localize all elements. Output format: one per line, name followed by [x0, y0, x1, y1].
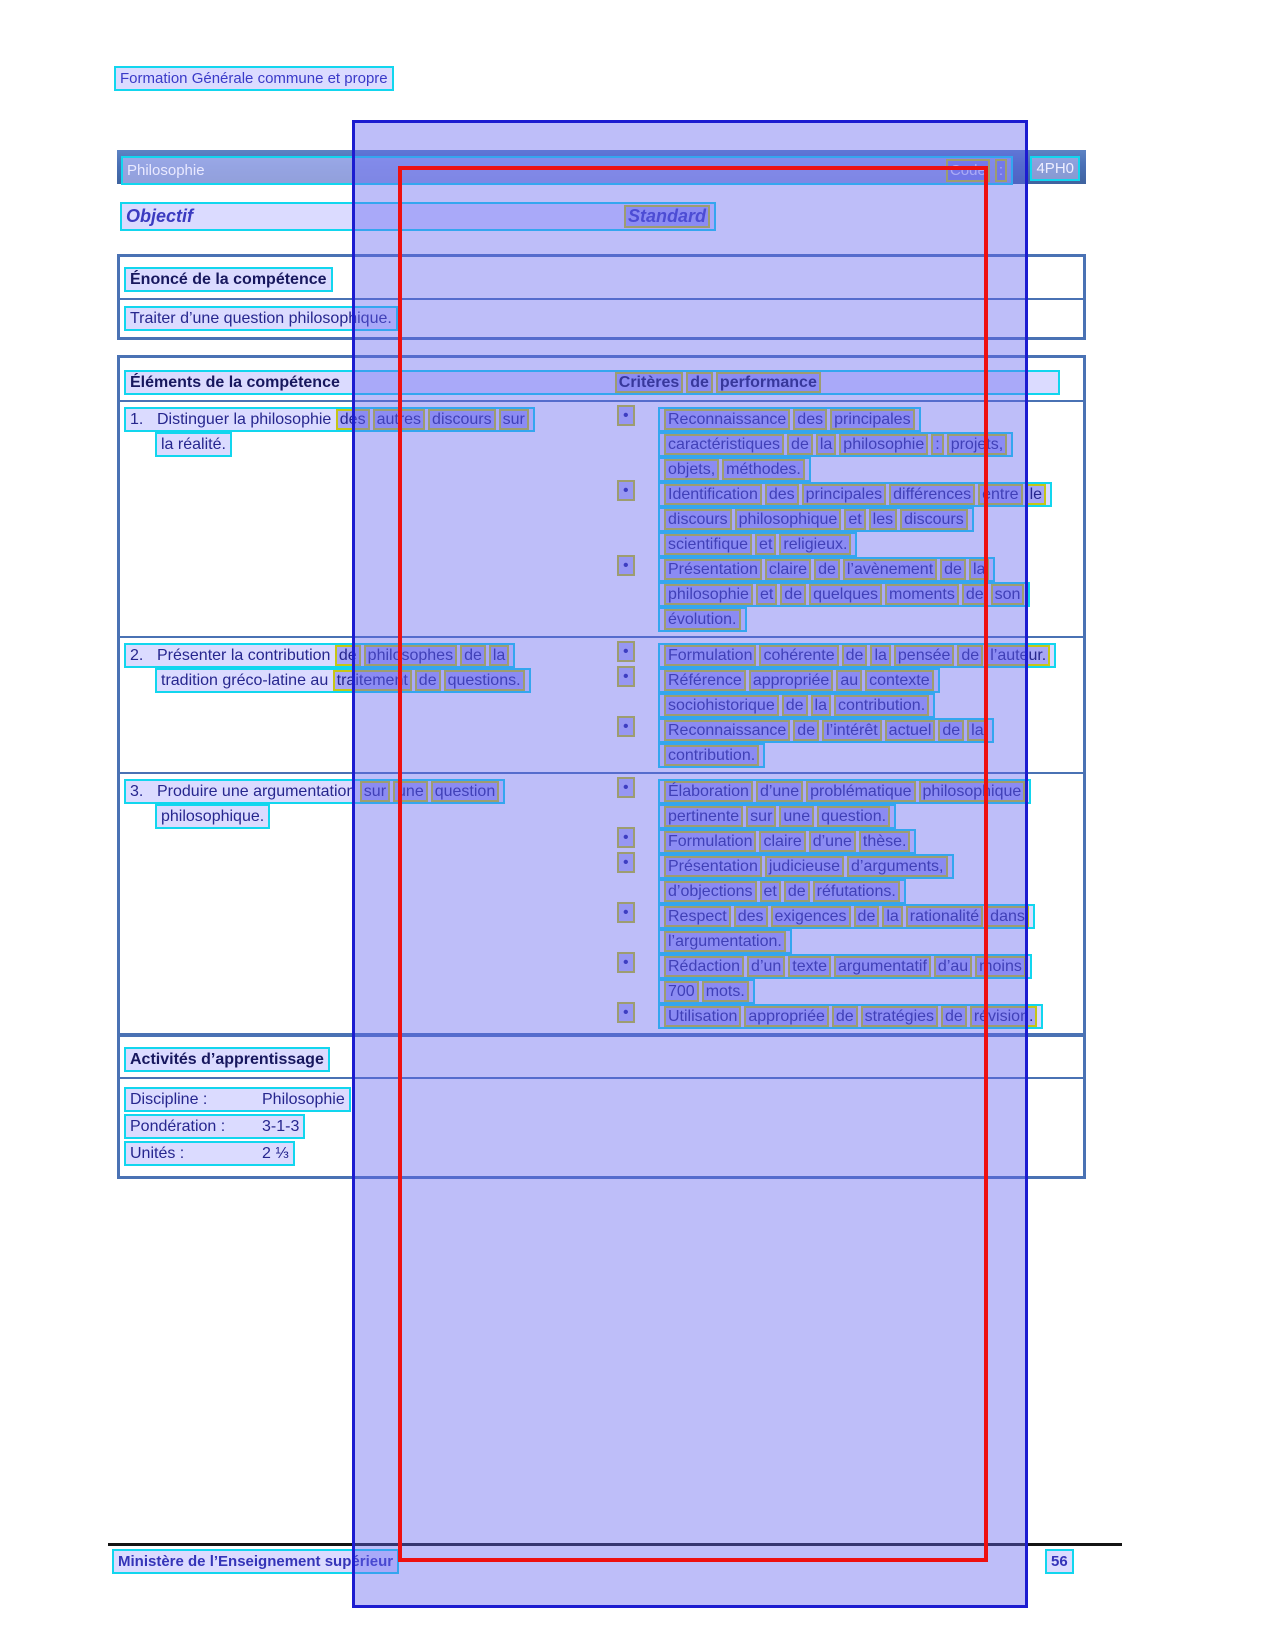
ocr-word-box: performance	[716, 372, 821, 393]
ocr-line-highlight	[658, 779, 1031, 804]
ocr-line-highlight	[658, 432, 1013, 457]
criterion-line	[617, 929, 1083, 954]
ocr-word-box: et	[760, 881, 781, 902]
bullet-icon: •	[617, 716, 635, 737]
bullet-icon: •	[617, 952, 635, 973]
activity-row	[124, 1141, 1083, 1168]
activities-header-row	[120, 1037, 1083, 1079]
ocr-word-box: thèse.	[859, 831, 911, 852]
ocr-word-box: d’une	[756, 781, 803, 802]
bullet-icon: •	[617, 555, 635, 576]
ocr-line-highlight	[658, 582, 1030, 607]
ocr-word-box: contexte	[865, 670, 933, 691]
bullet-cell	[617, 668, 658, 686]
ocr-line-highlight	[658, 507, 974, 532]
activity-label: Pondération :	[130, 1118, 226, 1135]
ocr-word-box: cohérente	[759, 645, 838, 666]
element-line	[155, 432, 610, 457]
criterion-line	[617, 557, 1083, 582]
ocr-word-box: l’auteur.	[986, 645, 1050, 666]
ocr-word-box: principales	[802, 484, 886, 505]
bullet-icon: •	[617, 852, 635, 873]
ocr-word-box: d’un	[747, 956, 785, 977]
ocr-word-box: objets,	[664, 459, 719, 480]
activity-label: Discipline :	[130, 1091, 208, 1108]
bullet-cell	[617, 854, 658, 872]
ocr-word-box: de	[940, 559, 966, 580]
ocr-line-highlight: tradition gréco-latine au traitement de questions.	[155, 668, 531, 693]
code-label: Code	[946, 159, 990, 182]
ocr-line-highlight	[658, 457, 811, 482]
competence-row	[120, 772, 1083, 1033]
footer-rule	[108, 1543, 1122, 1546]
bullet-icon: •	[617, 641, 635, 662]
ocr-word-box: moins	[975, 956, 1026, 977]
item-number: 2.	[130, 647, 144, 664]
ocr-word-box: :	[931, 434, 943, 455]
ocr-word-box: appropriée	[744, 1006, 829, 1027]
bullet-cell	[617, 904, 658, 922]
criterion-line	[617, 668, 1083, 693]
ocr-word-box: philosophie	[839, 434, 928, 455]
ocr-word-box: de	[782, 695, 808, 716]
element-line	[124, 407, 610, 432]
ocr-word-box: réfutations.	[813, 881, 900, 902]
ocr-word-box: traitement	[333, 670, 412, 691]
ocr-word-box: et	[756, 584, 777, 605]
enonce-header: Énoncé de la compétence	[124, 267, 333, 292]
ocr-line-highlight	[658, 643, 1056, 668]
ocr-line-highlight: Ministère de l’Enseignement supérieur	[112, 1549, 399, 1574]
bullet-cell	[617, 718, 658, 736]
element-line	[155, 804, 610, 829]
ocr-word-box: et	[844, 509, 865, 530]
ocr-line-highlight	[658, 557, 995, 582]
activity-value: Philosophie	[262, 1091, 345, 1108]
activity-row	[124, 1087, 1083, 1114]
ocr-word-box: Critères	[615, 372, 683, 393]
ocr-word-box: la	[882, 906, 902, 927]
ocr-word-box: quelques	[809, 584, 882, 605]
bullet-icon: •	[617, 777, 635, 798]
ocr-word-box: pertinente	[664, 806, 743, 827]
item-number: 3.	[130, 783, 144, 800]
ocr-word-box: discours	[664, 509, 732, 530]
ocr-word-box: contribution.	[664, 745, 759, 766]
criterion-line	[617, 582, 1083, 607]
enonce-header-row	[120, 257, 1083, 300]
ocr-word-box: Formulation	[664, 645, 756, 666]
ocr-word-box: la	[816, 434, 836, 455]
ocr-word-box: d’une	[809, 831, 856, 852]
ocr-word-box: texte	[788, 956, 831, 977]
bullet-cell	[617, 829, 658, 847]
ocr-word-box: judicieuse	[765, 856, 844, 877]
ocr-word-box: moments	[885, 584, 959, 605]
top-label	[114, 66, 394, 91]
standard-heading: Standard	[624, 205, 710, 228]
criterion-line	[617, 743, 1083, 768]
ocr-word-box: questions.	[444, 670, 525, 691]
ocr-word-box: de	[957, 645, 983, 666]
element-line	[124, 779, 610, 804]
enonce-content: Traiter d’une question philosophique.	[124, 306, 398, 331]
ocr-word-box: de	[962, 584, 988, 605]
ocr-word-box: contribution.	[834, 695, 929, 716]
bullet-icon: •	[617, 480, 635, 501]
ocr-word-box: Référence	[664, 670, 746, 691]
element-line	[124, 643, 610, 668]
header-code-group	[946, 159, 1007, 182]
ocr-word-box: de	[793, 720, 819, 741]
ocr-word-box: évolution.	[664, 609, 741, 630]
ocr-word-box: autres	[373, 409, 425, 430]
bullet-icon: •	[617, 902, 635, 923]
criterion-line	[617, 432, 1083, 457]
objectif-standard-row	[117, 200, 1086, 232]
criterion-line	[617, 607, 1083, 632]
ocr-word-box: Utilisation	[664, 1006, 741, 1027]
ocr-line-highlight	[658, 718, 994, 743]
ocr-word-box: la	[870, 645, 890, 666]
ocr-word-box: projets,	[947, 434, 1007, 455]
ocr-word-box: 700	[664, 981, 699, 1002]
element-cell	[124, 643, 610, 693]
element-cell	[124, 407, 610, 457]
ocr-line-highlight	[658, 879, 906, 904]
ocr-word-box: l’intérêt	[822, 720, 882, 741]
ocr-word-box: philosophique	[735, 509, 842, 530]
competence-table-header	[120, 358, 1083, 400]
ocr-word-box: claire	[765, 559, 811, 580]
ocr-word-box: de	[787, 434, 813, 455]
ocr-word-box: de	[686, 372, 713, 393]
ocr-word-box: religieux.	[779, 534, 851, 555]
ocr-word-box: rationalité	[906, 906, 983, 927]
activity-row	[124, 1114, 1083, 1141]
ocr-word-box: caractéristiques	[664, 434, 784, 455]
ocr-word-box: la	[969, 559, 989, 580]
bullet-cell	[617, 557, 658, 575]
ocr-line-highlight	[658, 607, 747, 632]
activity-label: Unités :	[130, 1145, 185, 1162]
ocr-line-highlight	[658, 929, 792, 954]
ocr-line-highlight	[658, 1004, 1043, 1029]
ocr-word-box: Reconnaissance	[664, 409, 790, 430]
criterion-line	[617, 829, 1083, 854]
ocr-line-highlight	[658, 743, 765, 768]
page-number	[1045, 1549, 1074, 1574]
ocr-line-highlight	[658, 482, 1052, 507]
ocr-word-box: question.	[817, 806, 890, 827]
competence-row	[120, 400, 1083, 636]
ocr-word-box: question	[431, 781, 500, 802]
criterion-line	[617, 507, 1083, 532]
ocr-line-highlight	[658, 954, 1032, 979]
ocr-word-box: sur	[360, 781, 390, 802]
ocr-line-highlight	[658, 668, 940, 693]
ocr-word-box: l’argumentation.	[664, 931, 786, 952]
ocr-word-box: révision.	[970, 1006, 1038, 1027]
ocr-word-box: Rédaction	[664, 956, 744, 977]
ocr-line-highlight	[121, 156, 1013, 185]
ocr-word-box: des	[734, 906, 768, 927]
ocr-line-highlight: la réalité.	[155, 432, 232, 457]
ocr-word-box: appropriée	[749, 670, 834, 691]
ocr-word-box: Présentation	[664, 856, 762, 877]
ocr-word-box: des	[765, 484, 799, 505]
bullet-cell	[617, 779, 658, 797]
ocr-line-highlight	[124, 370, 1060, 395]
activities-body	[120, 1079, 1083, 1176]
enonce-table	[117, 254, 1086, 340]
ocr-word-box: scientifique	[664, 534, 752, 555]
ocr-word-box: philosophes	[364, 645, 457, 666]
ocr-word-box: Respect	[664, 906, 731, 927]
competence-table	[117, 355, 1086, 1036]
ocr-word-box: le	[1026, 484, 1046, 505]
header-title: Philosophie	[127, 162, 205, 179]
ocr-word-box: pensée	[894, 645, 955, 666]
ocr-line-highlight	[658, 693, 935, 718]
enonce-content-row	[120, 300, 1083, 337]
criterion-line	[617, 407, 1083, 432]
bullet-cell	[617, 407, 658, 425]
ocr-word-box: sociohistorique	[664, 695, 779, 716]
ocr-line-highlight: philosophique.	[155, 804, 270, 829]
criterion-line	[617, 1004, 1083, 1029]
ocr-word-box: de	[780, 584, 806, 605]
ocr-word-box: méthodes.	[722, 459, 805, 480]
criterion-line	[617, 979, 1083, 1004]
criteria-cell	[617, 643, 1083, 768]
code-separator: :	[995, 159, 1007, 182]
criterion-line	[617, 532, 1083, 557]
ocr-word-box: et	[755, 534, 776, 555]
ocr-word-box: de	[784, 881, 810, 902]
ocr-word-box: la	[811, 695, 831, 716]
ocr-line-highlight	[658, 532, 857, 557]
ocr-word-box: principales	[830, 409, 914, 430]
competence-row	[120, 636, 1083, 772]
criterion-line	[617, 904, 1083, 929]
ocr-word-box: l’avènement	[843, 559, 937, 580]
ocr-word-box: discours	[428, 409, 496, 430]
ocr-word-box: de	[460, 645, 486, 666]
criterion-line	[617, 643, 1083, 668]
objectif-heading: Objectif	[126, 206, 194, 226]
bullet-icon: •	[617, 1002, 635, 1023]
ocr-word-box: d’objections	[664, 881, 757, 902]
elements-header: Éléments de la compétence	[130, 374, 340, 391]
ocr-word-box: entre	[978, 484, 1022, 505]
ocr-word-box: philosophique	[919, 781, 1026, 802]
ocr-word-box: au	[836, 670, 862, 691]
ocr-word-box: philosophie	[664, 584, 753, 605]
criterion-line	[617, 854, 1083, 879]
ocr-word-box: claire	[759, 831, 805, 852]
ocr-line-highlight	[658, 804, 896, 829]
ocr-word-box: problématique	[806, 781, 915, 802]
criterion-line	[617, 954, 1083, 979]
activity-value: 2 ⅓	[262, 1145, 289, 1162]
ocr-word-box: de	[938, 720, 964, 741]
competence-rows	[120, 400, 1083, 1033]
element-line	[155, 668, 610, 693]
bullet-cell	[617, 643, 658, 661]
ocr-word-box: actuel	[885, 720, 936, 741]
criterion-line	[617, 693, 1083, 718]
criterion-line	[617, 482, 1083, 507]
ocr-word-box: d’arguments,	[847, 856, 948, 877]
bullet-cell	[617, 1004, 658, 1022]
ocr-word-box: dans	[986, 906, 1029, 927]
ocr-word-box: Élaboration	[664, 781, 753, 802]
activity-value: 3-1-3	[262, 1118, 300, 1135]
ocr-word-box: mots.	[702, 981, 749, 1002]
ocr-word-box: la	[489, 645, 509, 666]
ocr-word-box: son	[991, 584, 1025, 605]
ocr-word-box: sur	[499, 409, 529, 430]
criterion-line	[617, 718, 1083, 743]
ocr-word-box: Identification	[664, 484, 762, 505]
footer-ministry	[112, 1549, 399, 1574]
ocr-word-box: stratégies	[861, 1006, 938, 1027]
bullet-icon: •	[617, 827, 635, 848]
ocr-word-box: des	[336, 409, 370, 430]
ocr-line-highlight	[658, 854, 954, 879]
ocr-line-highlight	[124, 1141, 295, 1166]
ocr-line-highlight: 3. Produire une argumentation sur une question	[124, 779, 505, 804]
criteria-cell	[617, 779, 1083, 1029]
ocr-word-box: de	[854, 906, 880, 927]
ocr-line-highlight	[658, 407, 921, 432]
ocr-line-highlight	[124, 1114, 305, 1139]
ocr-line-highlight: 1. Distinguer la philosophie des autres discours sur	[124, 407, 535, 432]
activities-table	[117, 1034, 1086, 1179]
activities-header: Activités d’apprentissage	[124, 1047, 330, 1072]
ocr-line-highlight	[658, 979, 755, 1004]
code-value: 4PH0	[1030, 156, 1080, 181]
bullet-cell	[617, 482, 658, 500]
element-cell	[124, 779, 610, 829]
ocr-word-box: d’au	[934, 956, 972, 977]
ocr-line-highlight	[658, 829, 916, 854]
ocr-line-highlight: 2. Présenter la contribution de philosophes de la	[124, 643, 515, 668]
criteria-cell	[617, 407, 1083, 632]
ocr-word-box: les	[869, 509, 897, 530]
ocr-line-highlight	[120, 202, 716, 231]
ocr-word-box: de	[832, 1006, 858, 1027]
ocr-word-box: de	[335, 645, 361, 666]
ocr-word-box: de	[941, 1006, 967, 1027]
bullet-icon: •	[617, 405, 635, 426]
ocr-word-box: de	[842, 645, 868, 666]
bullet-cell	[617, 954, 658, 972]
header-bar	[117, 150, 1086, 184]
ocr-line-highlight: Formation Générale commune et propre	[114, 66, 394, 91]
criteres-header	[615, 374, 821, 391]
ocr-word-box: une	[393, 781, 428, 802]
bullet-icon: •	[617, 666, 635, 687]
ocr-line-highlight: 56	[1045, 1549, 1074, 1574]
ocr-word-box: argumentatif	[834, 956, 931, 977]
ocr-word-box: sur	[746, 806, 776, 827]
ocr-word-box: Présentation	[664, 559, 762, 580]
criterion-line	[617, 879, 1083, 904]
ocr-word-box: différences	[889, 484, 975, 505]
ocr-line-highlight	[658, 904, 1035, 929]
criterion-line	[617, 804, 1083, 829]
ocr-word-box: discours	[900, 509, 968, 530]
ocr-word-box: Formulation	[664, 831, 756, 852]
criterion-line	[617, 779, 1083, 804]
ocr-line-highlight	[124, 1087, 351, 1112]
ocr-word-box: de	[415, 670, 441, 691]
ocr-word-box: de	[814, 559, 840, 580]
ocr-word-box: une	[779, 806, 814, 827]
ocr-word-box: des	[793, 409, 827, 430]
item-number: 1.	[130, 411, 144, 428]
criterion-line	[617, 457, 1083, 482]
ocr-word-box: exigences	[771, 906, 851, 927]
ocr-word-box: Reconnaissance	[664, 720, 790, 741]
ocr-word-box: la	[967, 720, 987, 741]
